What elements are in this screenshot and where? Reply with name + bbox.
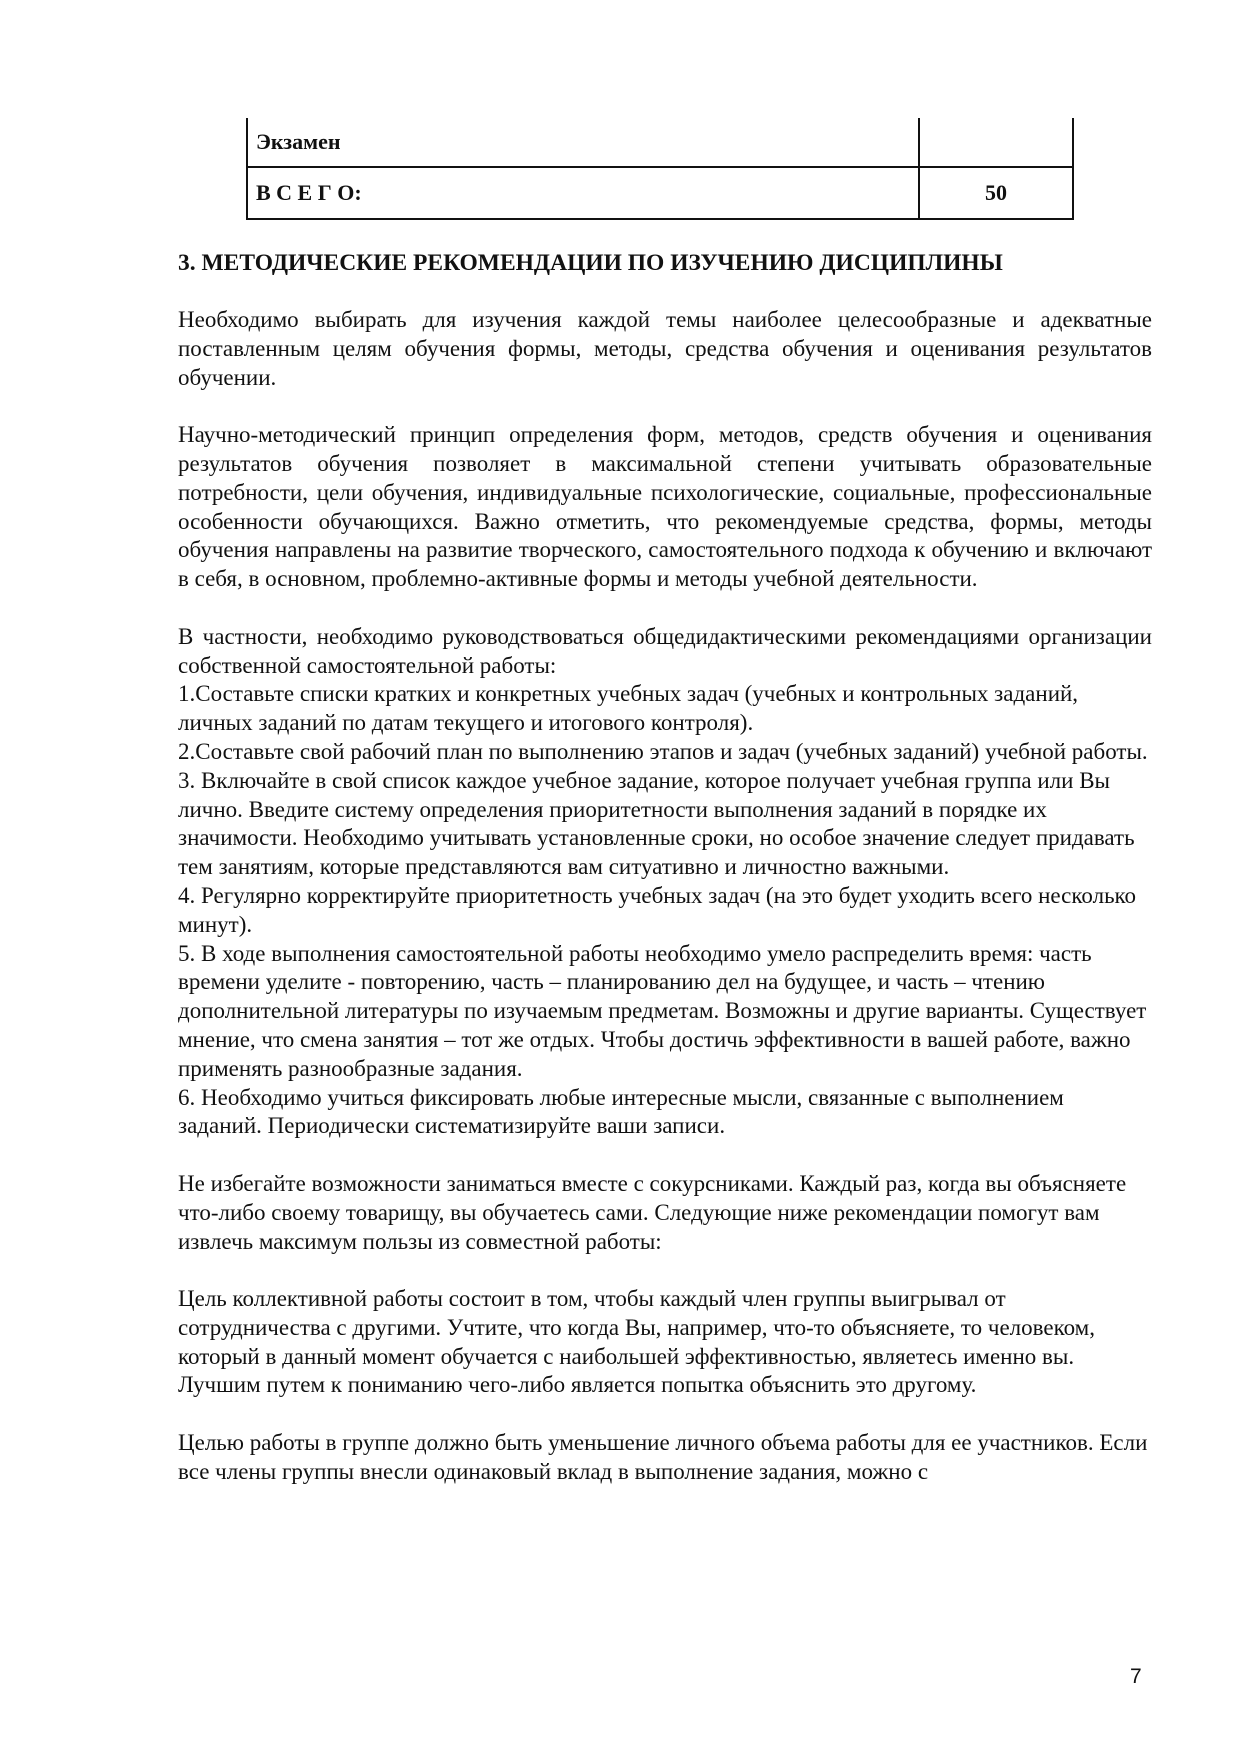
list-item: 2.Составьте свой рабочий план по выполнению этапов и задач (учебных заданий) учебной работы. [178, 738, 1148, 764]
paragraph: Не избегайте возможности заниматься вместе с сокурсниками. Каждый раз, когда вы объясняете что-либо своему товарищу, вы обучаетесь сами. Следующие ниже рекомендации помогут вам извлечь максимум пользы из совместной работы: [178, 1170, 1127, 1254]
list-item: 1.Составьте списки кратких и конкретных учебных задач (учебных и контрольных заданий, личных заданий по датам текущего и итогового контроля). [178, 681, 1079, 736]
list-item: 6. Необходимо учиться фиксировать любые интересные мысли, связанные с выполнением заданий. Периодически систематизируйте ваши записи. [178, 1084, 1064, 1139]
table-cell-value: 50 [919, 167, 1073, 219]
paragraph-intro: В частности, необходимо руководствоваться общедидактическими рекомендациями организации собственной самостоятельной работы: [178, 623, 1152, 678]
page-number: 7 [1130, 1665, 1142, 1688]
paragraph: Целью работы в группе должно быть уменьшение личного объема работы для ее участников. Если все члены группы внесли одинаковый вклад в выполнение задания, можно с [178, 1430, 1148, 1484]
table-row [247, 167, 1073, 219]
table-cell-label: В С Е Г О: [247, 167, 919, 219]
list-item: 3. Включайте в свой список каждое учебное задание, которое получает учебная группа или Вы лично. Введите систему определения приоритетности выполнения заданий в порядке их значимости. Необходимо учитывать установленные сроки, но особое значение следует придавать тем занятиям, которые представляются вам ситуативно и личностно важными. [178, 767, 1135, 880]
recommendation-list [178, 680, 1152, 1141]
paragraph: Цель коллективной работы состоит в том, чтобы каждый член группы выигрывал от сотрудничества с другими. Учтите, что когда Вы, например, что-то объясняете, то человеком, который в данный момент обучается с наибольшей эффективностью, являетесь именно вы. Лучшим путем к пониманию чего-либо является попытка объяснить это другому. [178, 1286, 1095, 1398]
list-item: 5. В ходе выполнения самостоятельной работы необходимо умело распределить время: часть времени уделите - повторению, часть – планированию дел на будущее, и часть – чтению дополнительной литературы по изучаемым предметам. Возможны и другие варианты. Существует мнение, что смена занятия – тот же отдых. Чтобы достичь эффективности в вашей работе, важно применять разнообразные задания. [178, 940, 1147, 1081]
table-cell-value [919, 118, 1073, 167]
hours-summary-table [246, 118, 1074, 220]
table-row [247, 118, 1073, 167]
section-heading: 3. МЕТОДИЧЕСКИЕ РЕКОМЕНДАЦИИ ПО ИЗУЧЕНИЮ ДИСЦИПЛИНЫ [178, 250, 1003, 276]
table-cell-label: Экзамен [247, 118, 919, 167]
paragraph: Необходимо выбирать для изучения каждой темы наиболее целесообразные и адекватные поставленным целям обучения формы, методы, средства обучения и оценивания результатов обучении. [178, 307, 1152, 390]
section-body [178, 306, 1152, 1515]
list-item: 4. Регулярно корректируйте приоритетность учебных задач (на это будет уходить всего несколько минут). [178, 882, 1137, 937]
paragraph: Научно-методический принцип определения форм, методов, средств обучения и оценивания результатов обучения позволяет в максимальной степени учитывать образовательные потребности, цели обучения, индивидуальные психологические, социальные, профессиональные особенности обучающихся. Важно отметить, что рекомендуемые средства, формы, методы обучения направлены на развитие творческого, самостоятельного подхода к обучению и включают в себя, в основном, проблемно-активные формы и методы учебной деятельности. [178, 422, 1152, 592]
